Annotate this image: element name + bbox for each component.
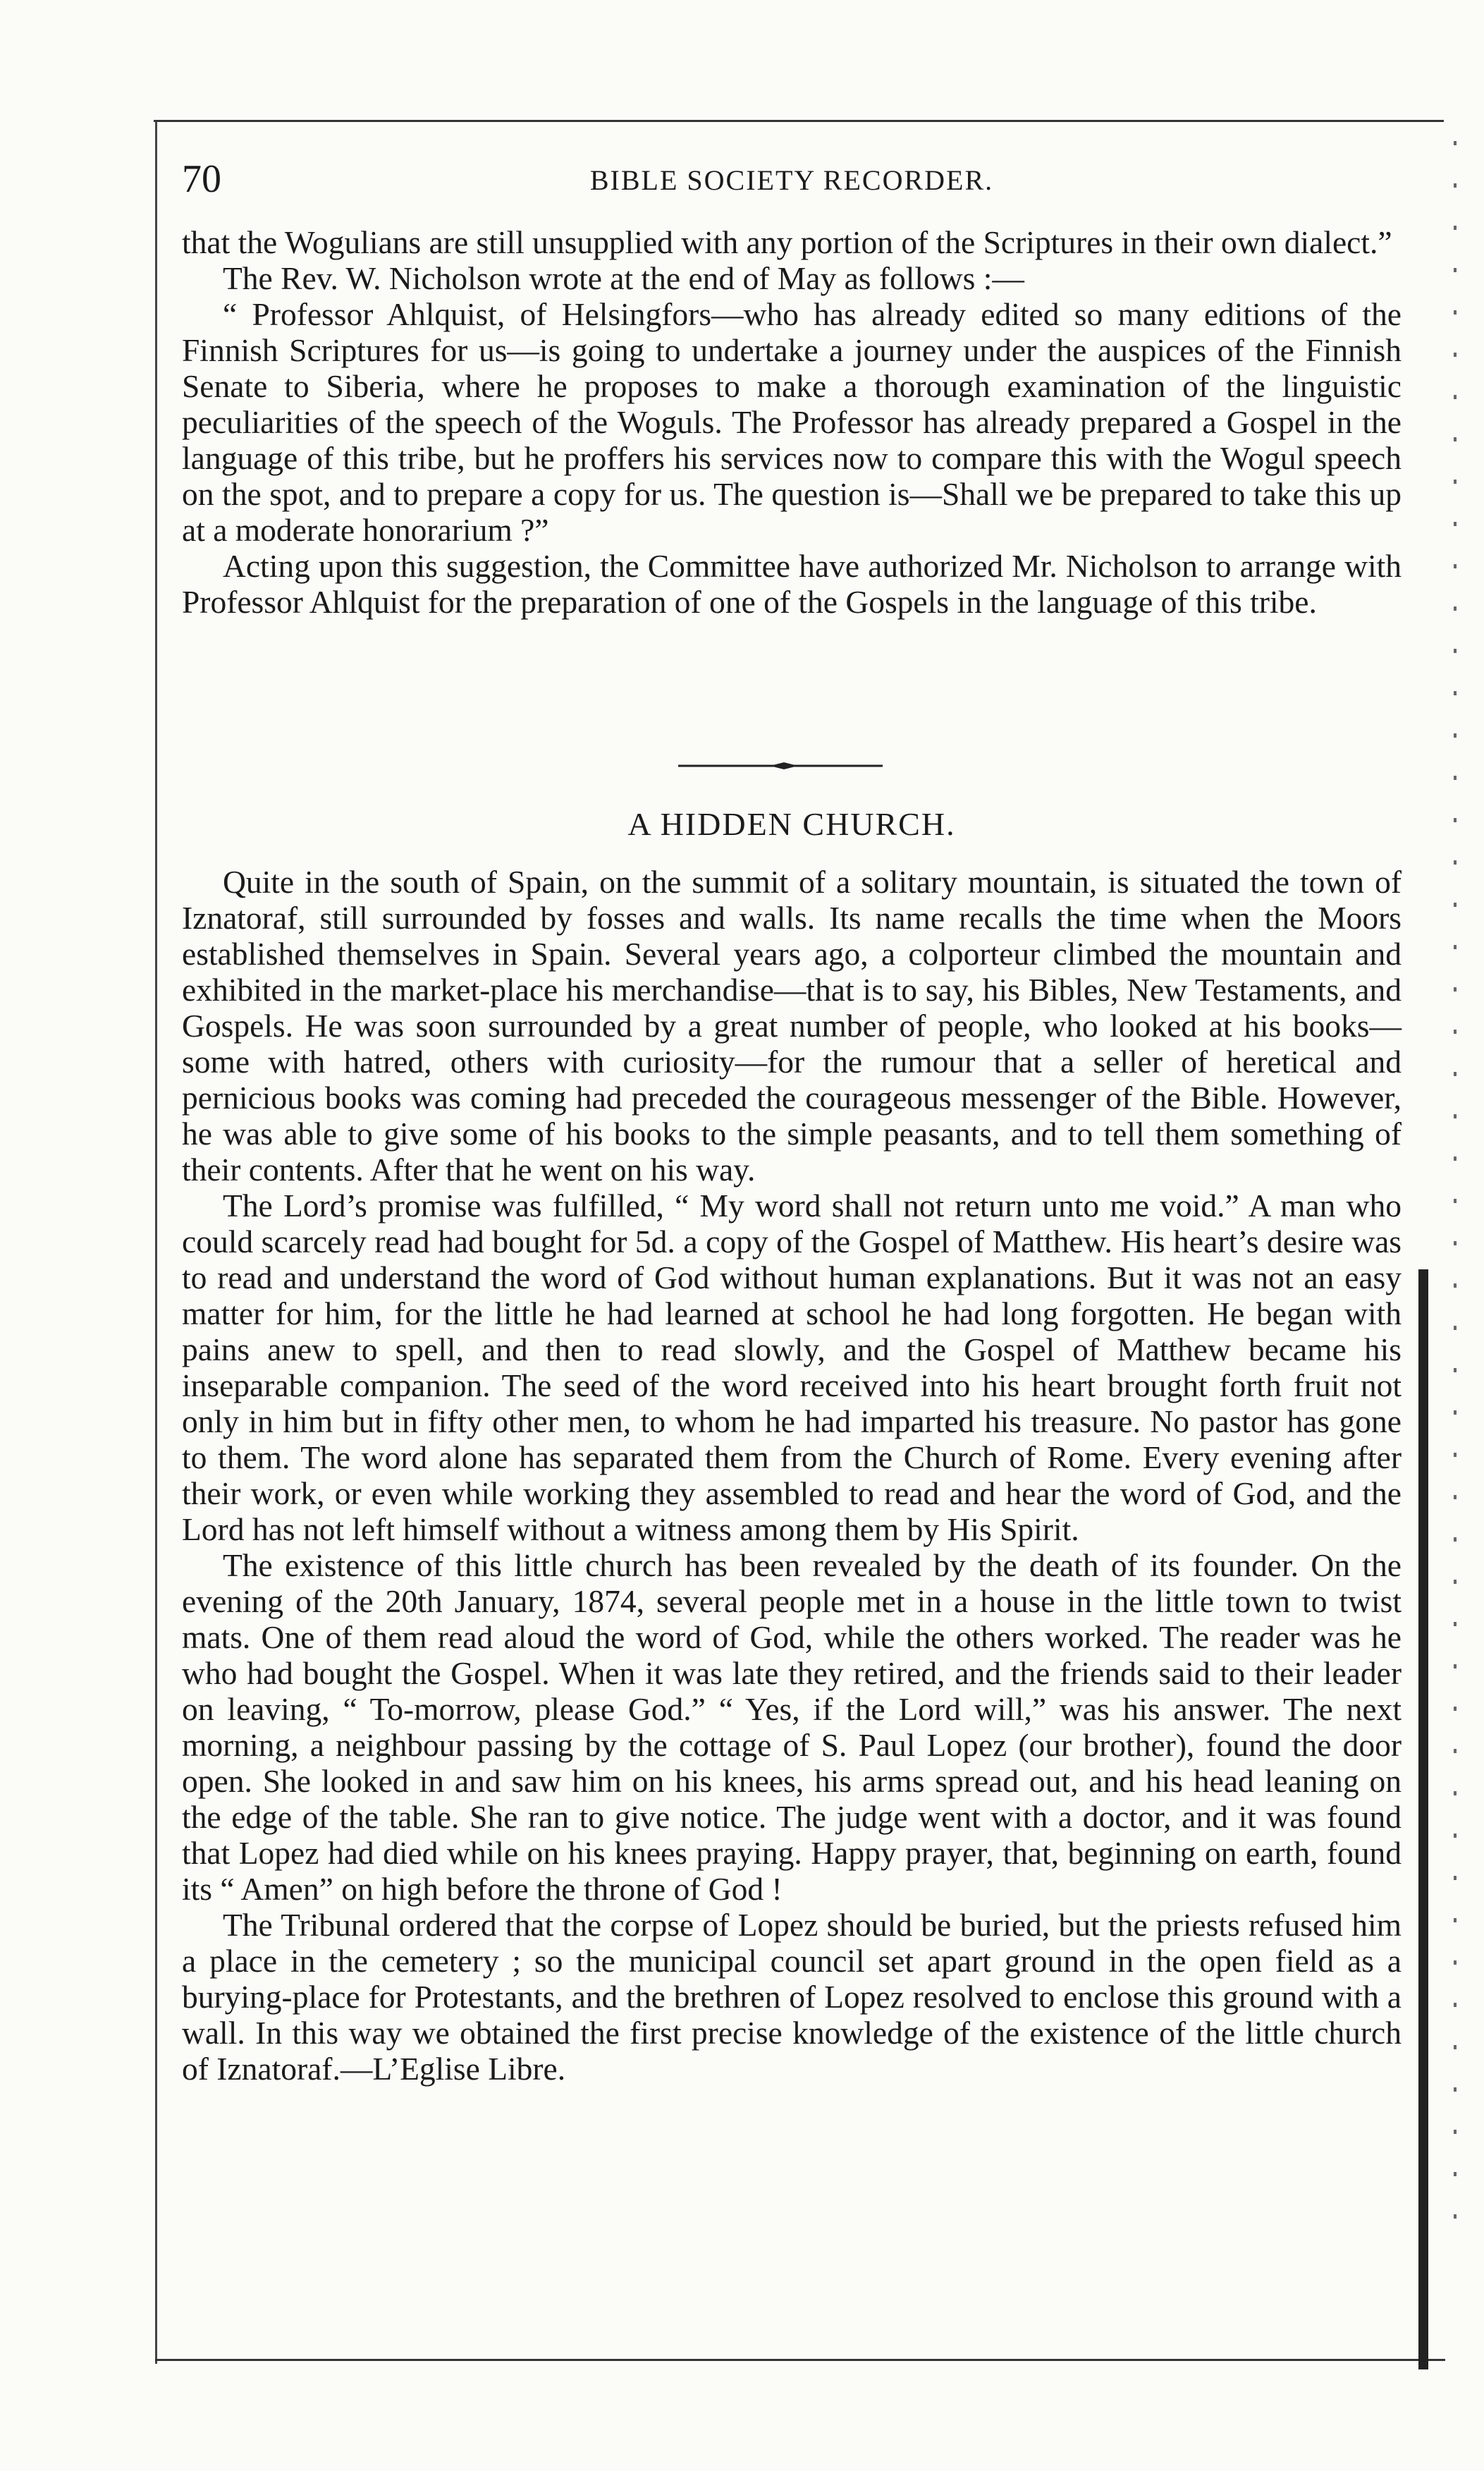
right-binding-edge bbox=[1418, 1269, 1428, 2369]
paragraph: The Rev. W. Nicholson wrote at the end of May as follows :— bbox=[223, 260, 1024, 296]
paragraph: that the Wogulians are still unsupplied with any portion of the Scriptures in their own dialect.” bbox=[182, 224, 1392, 260]
paragraph: The existence of this little church has been revealed by the death of its founder. On the evening of the 20th January, 1874, several people met in a house in the little town to twist mats. One of them read aloud the word of God, while the others worked. The reader was he who had bought the Gospel. When it was late they retired, and the friends said to their leader on leaving, “ To-morrow, please God.” “ Yes, if the Lord will,” was his answer. The next morning, a neighbour passing by the cottage of S. Paul Lopez (our brother), found the door open. She looked in and saw him on his knees, his arms spread out, and his head leaning on the edge of the table. She ran to give notice. The judge went with a doctor, and it was found that Lopez had died while on his knees praying. Happy prayer, that, beginning on earth, found its “ Amen” on high before the throne of God ! bbox=[182, 1547, 1402, 1907]
top-rule bbox=[154, 120, 1444, 122]
left-margin-rule bbox=[155, 121, 157, 2364]
paragraph: Acting upon this suggestion, the Committee have authorized Mr. Nicholson to arrange with Professor Ahlquist for the preparation of one of the Gospels in the language of this tribe. bbox=[182, 548, 1402, 620]
article-text bbox=[182, 864, 1402, 2087]
intro-text bbox=[182, 224, 1402, 620]
page-header bbox=[182, 157, 1402, 206]
paragraph: The Tribunal ordered that the corpse of Lopez should be buried, but the priests refused him a place in the cemetery ; so the municipal council set apart ground in the open field as a burying-place for Protestants, and the brethren of Lopez resolved to enclose this ground with a wall. In this way we obtained the first precise knowledge of the existence of the little church of Iznatoraf.—L’Eglise Libre. bbox=[182, 1907, 1402, 2087]
running-title: BIBLE SOCIETY RECORDER. bbox=[589, 164, 994, 196]
paragraph: The Lord’s promise was fulfilled, “ My word shall not return unto me void.” A man who could scarcely read had bought for 5d. a copy of the Gospel of Matthew. His heart’s desire was to read and understand the word of God without human explanations. But it was not an easy matter for him, for the little he had learned at school he had long forgotten. He began with pains anew to spell, and then to read slowly, and the Gospel of Matthew became his inseparable companion. The seed of the word received into his heart brought forth fruit not only in him but in fifty other men, to whom he had imparted his treasure. No pastor has gone to them. The word alone has separated them from the Church of Rome. Every evening after their work, or even while working they assembled to read and hear the word of God, and the Lord has not left himself without a witness among them by His Spirit. bbox=[182, 1188, 1402, 1547]
paragraph: “ Professor Ahlquist, of Helsingfors—who has already edited so many editions of the Finnish Scriptures for us—is going to undertake a journey under the auspices of the Finnish Senate to Siberia, where he proposes to make a thorough examination of the linguistic peculiarities of the speech of the Woguls. The Professor has already prepared a Gospel in the language of this tribe, but he proffers his services now to compare this with the Wogul speech on the spot, and to prepare a copy for us. The question is—Shall we be prepared to take this up at a moderate honorarium ?” bbox=[182, 296, 1402, 548]
paragraph: Quite in the south of Spain, on the summit of a solitary mountain, is situated the town of Iznatoraf, still surrounded by fosses and walls. Its name recalls the time when the Moors established themselves in Spain. Several years ago, a colporteur climbed the mountain and exhibited in the market-place his merchandise—that is to say, his Bibles, New Testaments, and Gospels. He was soon surrounded by a great number of people, who looked at his books—some with hatred, others with curiosity—for the rumour that a seller of heretical and pernicious books was coming had preceded the courageous messenger of the Bible. However, he was able to give some of his books to the simple peasants, and to tell them something of their contents. After that he went on his way. bbox=[182, 864, 1402, 1188]
bottom-rule bbox=[155, 2359, 1445, 2361]
right-edge-marks bbox=[1454, 141, 1457, 2257]
article-title: A HIDDEN CHURCH. bbox=[627, 806, 956, 842]
page-number: 70 bbox=[182, 157, 221, 201]
section-divider-ornament bbox=[678, 760, 883, 771]
